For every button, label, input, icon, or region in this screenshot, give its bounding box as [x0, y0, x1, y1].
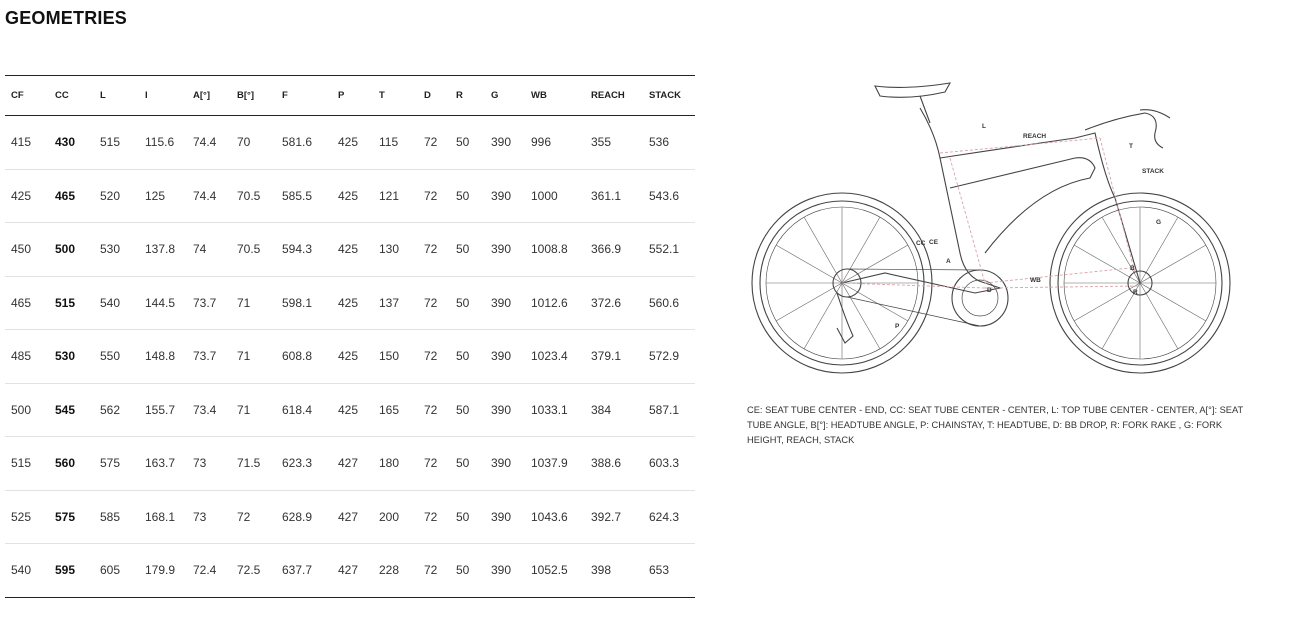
table-cell: 515: [94, 116, 139, 170]
table-cell: 73.4: [187, 383, 231, 437]
table-cell: 392.7: [585, 490, 643, 544]
table-cell: 72: [418, 330, 450, 384]
table-cell: 228: [373, 544, 418, 598]
table-cell: 150: [373, 330, 418, 384]
table-cell: 74.4: [187, 116, 231, 170]
table-row: [5, 223, 695, 277]
table-row: [5, 383, 695, 437]
table-cell: 520: [94, 169, 139, 223]
table-cell: 390: [485, 490, 525, 544]
table-cell: 115.6: [139, 116, 187, 170]
label-g: G: [1156, 219, 1162, 226]
table-cell: 72.4: [187, 544, 231, 598]
table-row: [5, 116, 695, 170]
table-row: [5, 490, 695, 544]
table-cell: 50: [450, 490, 485, 544]
column-header: F: [276, 76, 332, 116]
table-cell: 71: [231, 330, 276, 384]
table-cell: 366.9: [585, 223, 643, 277]
table-cell: 74.4: [187, 169, 231, 223]
table-cell: 545: [49, 383, 94, 437]
table-body: [5, 116, 695, 598]
column-header: T: [373, 76, 418, 116]
table-cell: 637.7: [276, 544, 332, 598]
label-wb: WB: [1030, 277, 1041, 284]
table-cell: 372.6: [585, 276, 643, 330]
table-cell: 361.1: [585, 169, 643, 223]
table-cell: 996: [525, 116, 585, 170]
table-cell: 1037.9: [525, 437, 585, 491]
table-row: [5, 544, 695, 598]
table-cell: 73.7: [187, 276, 231, 330]
table-cell: 572.9: [643, 330, 695, 384]
table-cell: 587.1: [643, 383, 695, 437]
table-cell: 550: [94, 330, 139, 384]
label-r: R: [1133, 289, 1138, 296]
table-cell: 624.3: [643, 490, 695, 544]
table-cell: 552.1: [643, 223, 695, 277]
table-cell: 562: [94, 383, 139, 437]
table-cell: 73: [187, 437, 231, 491]
table-cell: 530: [94, 223, 139, 277]
table-row: [5, 169, 695, 223]
table-cell: 427: [332, 544, 373, 598]
table-cell: 540: [5, 544, 49, 598]
table-cell: 144.5: [139, 276, 187, 330]
frame: [842, 108, 1140, 293]
table-cell: 390: [485, 276, 525, 330]
table-cell: 525: [5, 490, 49, 544]
label-a: A: [946, 258, 951, 265]
column-header: WB: [525, 76, 585, 116]
table-cell: 415: [5, 116, 49, 170]
table-cell: 608.8: [276, 330, 332, 384]
label-ce: CE: [929, 239, 939, 246]
table-cell: 50: [450, 383, 485, 437]
table-cell: 50: [450, 330, 485, 384]
column-header: B[°]: [231, 76, 276, 116]
table-cell: 427: [332, 437, 373, 491]
geometry-legend: CE: SEAT TUBE CENTER - END, CC: SEAT TUBE CENTER - CENTER, L: TOP TUBE CENTER - CENTER, A[°]: SEAT TUBE ANGLE, B[°]: HEADTUBE ANGLE, P: CHAINSTAY, T: HEADTUBE, D: BB DROP, R: FORK RAKE , G: FORK HEIGHT, REACH, STACK: [747, 405, 1244, 445]
table-cell: 465: [5, 276, 49, 330]
table-cell: 125: [139, 169, 187, 223]
table-cell: 121: [373, 169, 418, 223]
table-cell: 425: [332, 223, 373, 277]
column-header: P: [332, 76, 373, 116]
table-cell: 425: [332, 276, 373, 330]
table-cell: 500: [49, 223, 94, 277]
label-l: L: [982, 123, 986, 130]
table-cell: 515: [49, 276, 94, 330]
table-cell: 427: [332, 490, 373, 544]
column-header: STACK: [643, 76, 695, 116]
table-cell: 137.8: [139, 223, 187, 277]
table-cell: 73: [187, 490, 231, 544]
table-cell: 72: [418, 544, 450, 598]
table-cell: 72.5: [231, 544, 276, 598]
table-cell: 425: [332, 330, 373, 384]
table-cell: 515: [5, 437, 49, 491]
label-t: T: [1129, 143, 1133, 150]
column-header: CC: [49, 76, 94, 116]
table-cell: 72: [418, 490, 450, 544]
table-cell: 71.5: [231, 437, 276, 491]
table-cell: 390: [485, 544, 525, 598]
table-cell: 72: [418, 276, 450, 330]
table-cell: 1043.6: [525, 490, 585, 544]
table-cell: 485: [5, 330, 49, 384]
table-cell: 50: [450, 437, 485, 491]
geometry-table: [5, 75, 695, 598]
table-cell: 71: [231, 383, 276, 437]
label-b: B: [1130, 265, 1135, 272]
table-cell: 598.1: [276, 276, 332, 330]
table-header: [5, 76, 695, 116]
table-cell: 72: [418, 169, 450, 223]
table-cell: 155.7: [139, 383, 187, 437]
table-cell: 384: [585, 383, 643, 437]
table-cell: 623.3: [276, 437, 332, 491]
table-cell: 70.5: [231, 169, 276, 223]
label-d: D: [987, 287, 992, 294]
table-cell: 72: [418, 116, 450, 170]
column-header: A[°]: [187, 76, 231, 116]
table-cell: 425: [5, 169, 49, 223]
table-cell: 50: [450, 169, 485, 223]
table-cell: 180: [373, 437, 418, 491]
table-cell: 165: [373, 383, 418, 437]
column-header: CF: [5, 76, 49, 116]
table-cell: 575: [94, 437, 139, 491]
table-cell: 543.6: [643, 169, 695, 223]
table-cell: 130: [373, 223, 418, 277]
table-cell: 1008.8: [525, 223, 585, 277]
table-row: [5, 330, 695, 384]
table-cell: 585.5: [276, 169, 332, 223]
table-cell: 390: [485, 383, 525, 437]
bike-geometry-diagram: [745, 78, 1265, 393]
table-cell: 581.6: [276, 116, 332, 170]
table-cell: 425: [332, 383, 373, 437]
table-cell: 575: [49, 490, 94, 544]
label-cc: CC: [916, 240, 926, 247]
table-cell: 390: [485, 330, 525, 384]
column-header: REACH: [585, 76, 643, 116]
table-cell: 137: [373, 276, 418, 330]
column-header: R: [450, 76, 485, 116]
table-cell: 355: [585, 116, 643, 170]
table-cell: 379.1: [585, 330, 643, 384]
column-header: D: [418, 76, 450, 116]
header-row: [5, 76, 695, 116]
table-cell: 50: [450, 116, 485, 170]
table-cell: 72: [418, 223, 450, 277]
table-cell: 388.6: [585, 437, 643, 491]
table-cell: 74: [187, 223, 231, 277]
table-cell: 70: [231, 116, 276, 170]
table-cell: 50: [450, 223, 485, 277]
table-cell: 71: [231, 276, 276, 330]
table-cell: 398: [585, 544, 643, 598]
table-cell: 163.7: [139, 437, 187, 491]
table-cell: 179.9: [139, 544, 187, 598]
saddle: [875, 83, 950, 97]
table-cell: 536: [643, 116, 695, 170]
table-cell: 73.7: [187, 330, 231, 384]
table-cell: 390: [485, 437, 525, 491]
table-cell: 1000: [525, 169, 585, 223]
table-cell: 1033.1: [525, 383, 585, 437]
table-cell: 390: [485, 169, 525, 223]
table-cell: 72: [418, 383, 450, 437]
table-cell: 200: [373, 490, 418, 544]
table-cell: 653: [643, 544, 695, 598]
table-cell: 425: [332, 169, 373, 223]
table-cell: 72: [231, 490, 276, 544]
table-row: [5, 437, 695, 491]
table-cell: 540: [94, 276, 139, 330]
label-p: P: [895, 323, 900, 330]
table-cell: 628.9: [276, 490, 332, 544]
table-cell: 390: [485, 116, 525, 170]
table-cell: 1023.4: [525, 330, 585, 384]
table-cell: 465: [49, 169, 94, 223]
column-header: L: [94, 76, 139, 116]
table-cell: 585: [94, 490, 139, 544]
table-cell: 430: [49, 116, 94, 170]
table-cell: 148.8: [139, 330, 187, 384]
table-cell: 425: [332, 116, 373, 170]
table-cell: 595: [49, 544, 94, 598]
table-cell: 605: [94, 544, 139, 598]
table-cell: 530: [49, 330, 94, 384]
table-cell: 50: [450, 544, 485, 598]
table-cell: 594.3: [276, 223, 332, 277]
table-row: [5, 276, 695, 330]
table-cell: 1012.6: [525, 276, 585, 330]
table-cell: 603.3: [643, 437, 695, 491]
column-header: G: [485, 76, 525, 116]
column-header: I: [139, 76, 187, 116]
label-stack: STACK: [1142, 168, 1164, 175]
table-cell: 560: [49, 437, 94, 491]
table-cell: 115: [373, 116, 418, 170]
table-cell: 450: [5, 223, 49, 277]
table-cell: 390: [485, 223, 525, 277]
table-cell: 50: [450, 276, 485, 330]
table-cell: 72: [418, 437, 450, 491]
table-cell: 560.6: [643, 276, 695, 330]
label-reach: REACH: [1023, 133, 1047, 140]
table-cell: 618.4: [276, 383, 332, 437]
page-title: GEOMETRIES: [5, 8, 128, 28]
chainring: [952, 270, 1008, 326]
table-cell: 70.5: [231, 223, 276, 277]
table-cell: 168.1: [139, 490, 187, 544]
table-cell: 1052.5: [525, 544, 585, 598]
table-cell: 500: [5, 383, 49, 437]
